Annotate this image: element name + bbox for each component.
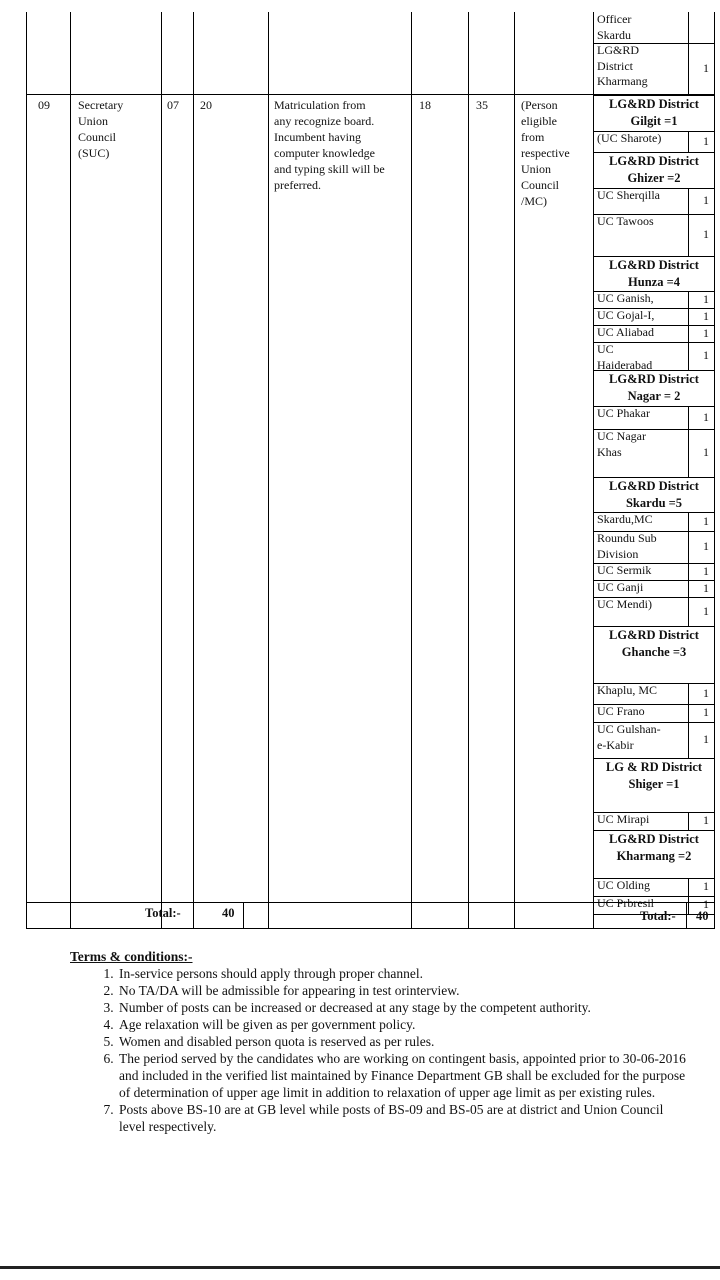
union-council-row bbox=[593, 563, 715, 580]
union-council-row bbox=[593, 342, 715, 370]
grid-line bbox=[593, 12, 594, 928]
grid-line bbox=[593, 563, 715, 564]
bps-value: 07 bbox=[167, 98, 179, 112]
union-council-count: 1 bbox=[703, 61, 709, 75]
grid-line bbox=[688, 878, 689, 896]
district-heading bbox=[593, 152, 715, 188]
grid-line bbox=[688, 188, 689, 214]
grid-line bbox=[688, 342, 689, 370]
grid-line bbox=[161, 12, 162, 928]
grid-line bbox=[593, 131, 715, 132]
district-heading-text: LG&RD District Ghanche =3 bbox=[609, 628, 699, 659]
union-council-row bbox=[593, 12, 715, 43]
union-council-name: (UC Sharote) bbox=[597, 131, 662, 145]
union-council-count: 1 bbox=[703, 133, 709, 148]
district-heading-text: LG&RD District Ghizer =2 bbox=[609, 154, 699, 185]
union-council-name: UC Sermik bbox=[597, 563, 652, 577]
grid-line bbox=[688, 214, 689, 256]
page-bottom-rule bbox=[0, 1266, 720, 1269]
union-council-row bbox=[593, 188, 715, 214]
grid-line bbox=[593, 830, 715, 831]
union-council-row bbox=[593, 291, 715, 308]
grid-line bbox=[688, 580, 689, 597]
grid-line bbox=[26, 902, 715, 903]
grid-line bbox=[688, 325, 689, 342]
union-council-name: UC Nagar Khas bbox=[597, 429, 646, 459]
grid-line bbox=[714, 12, 715, 928]
union-council-row bbox=[593, 531, 715, 563]
district-heading-text: LG & RD District Shiger =1 bbox=[605, 760, 703, 791]
terms-title: Terms & conditions:- bbox=[70, 949, 193, 964]
union-council-name: LG&RD District Kharmang bbox=[597, 43, 648, 88]
union-council-count: 1 bbox=[703, 445, 709, 459]
union-council-name: UC Ganji bbox=[597, 580, 644, 594]
grid-line bbox=[688, 812, 689, 830]
domicile-text: (Person eligible from respective Union Council /MC) bbox=[521, 98, 570, 208]
union-council-count: 1 bbox=[703, 897, 709, 911]
union-council-name: UC Ganish, bbox=[597, 291, 654, 305]
union-council-row bbox=[593, 878, 715, 896]
district-heading bbox=[593, 830, 715, 878]
union-council-name: UC Prbresil bbox=[597, 896, 654, 910]
terms-item: 2. No TA/DA will be admissible for appearing in test orinterview. bbox=[117, 982, 690, 999]
terms-item: 6. The period served by the candidates who are working on contingent basis, appointed prior to 30-06-2016 and included in the verified list maintained by Finance Department GB shall be excluded for the purpose of determination of upper age limit in addition to relaxation of upper age limit as per existing rules. bbox=[117, 1050, 690, 1101]
district-heading bbox=[593, 95, 715, 131]
union-council-count: 1 bbox=[703, 732, 709, 746]
union-council-name: UC Tawoos bbox=[597, 214, 654, 228]
union-council-row bbox=[593, 597, 715, 626]
grid-line bbox=[688, 43, 689, 95]
union-council-row bbox=[593, 722, 715, 758]
grid-line bbox=[593, 477, 715, 478]
grid-line bbox=[593, 512, 715, 513]
district-heading bbox=[593, 256, 715, 291]
union-council-name: Khaplu, MC bbox=[597, 683, 657, 697]
grid-line bbox=[26, 12, 27, 928]
qualification-text: Matriculation from any recognize board. Incumbent having computer knowledge and typing skill will be preferred. bbox=[274, 98, 385, 192]
terms-section bbox=[70, 948, 690, 1135]
grid-line bbox=[593, 256, 715, 257]
grid-line bbox=[193, 12, 194, 928]
grid-line bbox=[688, 597, 689, 626]
grid-line bbox=[193, 902, 194, 928]
union-council-count: 1 bbox=[703, 325, 709, 340]
grid-line bbox=[593, 812, 715, 813]
union-council-count: 1 bbox=[703, 348, 709, 362]
grid-line bbox=[593, 370, 715, 371]
union-council-name: UC Phakar bbox=[597, 406, 650, 420]
grid-line bbox=[593, 683, 715, 684]
union-council-count: 1 bbox=[703, 308, 709, 323]
union-council-count: 1 bbox=[703, 291, 709, 306]
grid-line bbox=[593, 597, 715, 598]
grid-line bbox=[593, 406, 715, 407]
district-heading-text: LG&RD District Nagar = 2 bbox=[609, 372, 699, 403]
grid-line bbox=[243, 902, 244, 928]
union-council-name: UC Sherqilla bbox=[597, 188, 660, 202]
union-council-name: Roundu Sub Division bbox=[597, 531, 657, 561]
union-council-count: 1 bbox=[703, 580, 709, 595]
union-council-name: UC Haiderabad bbox=[597, 342, 653, 372]
union-council-name: UC Gojal-I, bbox=[597, 308, 655, 322]
union-council-row bbox=[593, 43, 715, 95]
union-council-row bbox=[593, 512, 715, 531]
union-council-count: 1 bbox=[703, 879, 709, 893]
union-council-row bbox=[593, 131, 715, 152]
total-label-right: Total:- bbox=[640, 909, 676, 923]
district-heading bbox=[593, 477, 715, 512]
grid-line bbox=[593, 896, 715, 897]
union-council-row bbox=[593, 406, 715, 429]
terms-list bbox=[70, 965, 690, 1135]
union-council-count: 1 bbox=[703, 227, 709, 241]
grid-line bbox=[593, 342, 715, 343]
grid-line bbox=[593, 429, 715, 430]
grid-line bbox=[688, 308, 689, 325]
min-age: 18 bbox=[419, 98, 431, 112]
grid-line bbox=[468, 12, 469, 928]
total-label-left: Total:- bbox=[145, 906, 181, 920]
grid-line bbox=[70, 12, 71, 928]
total-value-right: 40 bbox=[696, 909, 709, 923]
grid-line bbox=[688, 683, 689, 704]
grid-line bbox=[593, 308, 715, 309]
grid-line bbox=[593, 43, 715, 44]
union-council-count: 1 bbox=[703, 685, 709, 700]
terms-item: 4. Age relaxation will be given as per government policy. bbox=[117, 1016, 690, 1033]
posts-count: 20 bbox=[200, 98, 212, 112]
union-council-count: 1 bbox=[703, 193, 709, 207]
district-heading-text: LG&RD District Skardu =5 bbox=[609, 479, 699, 510]
grid-line bbox=[688, 704, 689, 722]
union-council-name: Officer Skardu bbox=[597, 12, 632, 42]
terms-item: 5. Women and disabled person quota is reserved as per rules. bbox=[117, 1033, 690, 1050]
district-heading-text: LG&RD District Gilgit =1 bbox=[609, 97, 699, 128]
grid-line bbox=[593, 704, 715, 705]
grid-line bbox=[593, 152, 715, 153]
grid-line bbox=[593, 95, 715, 96]
grid-line bbox=[593, 580, 715, 581]
union-council-name: UC Gulshan- e-Kabir bbox=[597, 722, 661, 752]
grid-line bbox=[593, 722, 715, 723]
grid-line bbox=[411, 12, 412, 928]
district-heading bbox=[593, 370, 715, 406]
grid-line bbox=[688, 12, 689, 43]
serial-number: 09 bbox=[38, 98, 50, 112]
max-age: 35 bbox=[476, 98, 488, 112]
union-council-row bbox=[593, 429, 715, 477]
union-council-row bbox=[593, 214, 715, 256]
union-council-count: 1 bbox=[703, 563, 709, 578]
union-council-name: UC Aliabad bbox=[597, 325, 654, 339]
grid-line bbox=[688, 512, 689, 531]
terms-item: 1. In-service persons should apply through proper channel. bbox=[117, 965, 690, 982]
grid-line bbox=[593, 325, 715, 326]
union-council-count: 1 bbox=[703, 513, 709, 528]
grid-line bbox=[593, 214, 715, 215]
grid-line bbox=[268, 12, 269, 928]
union-council-row bbox=[593, 580, 715, 597]
grid-line bbox=[593, 291, 715, 292]
union-council-row bbox=[593, 683, 715, 704]
union-council-row bbox=[593, 325, 715, 342]
district-heading bbox=[593, 626, 715, 683]
grid-line bbox=[688, 429, 689, 477]
union-council-name: UC Olding bbox=[597, 878, 651, 892]
union-council-row bbox=[593, 308, 715, 325]
grid-line bbox=[514, 12, 515, 928]
grid-line bbox=[593, 626, 715, 627]
grid-line bbox=[593, 531, 715, 532]
union-council-name: UC Mendi) bbox=[597, 597, 652, 611]
grid-line bbox=[26, 928, 715, 929]
union-council-name: Skardu,MC bbox=[597, 512, 653, 526]
grid-line bbox=[593, 878, 715, 879]
terms-item: 3. Number of posts can be increased or decreased at any stage by the competent authority. bbox=[117, 999, 690, 1016]
union-council-name: UC Frano bbox=[597, 704, 645, 718]
post-name: Secretary Union Council (SUC) bbox=[78, 98, 124, 160]
union-council-count: 1 bbox=[703, 539, 709, 553]
grid-line bbox=[593, 758, 715, 759]
grid-line bbox=[688, 406, 689, 429]
union-council-row bbox=[593, 704, 715, 722]
district-heading-text: LG&RD District Hunza =4 bbox=[609, 258, 699, 289]
union-council-count: 1 bbox=[703, 603, 709, 618]
union-council-row bbox=[593, 812, 715, 830]
grid-line bbox=[688, 896, 689, 914]
grid-line bbox=[688, 131, 689, 152]
total-value-left: 40 bbox=[222, 906, 235, 920]
grid-line bbox=[688, 563, 689, 580]
grid-line bbox=[593, 188, 715, 189]
union-council-count: 1 bbox=[703, 409, 709, 424]
union-council-name: UC Mirapi bbox=[597, 812, 650, 826]
grid-line bbox=[686, 902, 687, 928]
union-council-count: 1 bbox=[703, 705, 709, 719]
union-council-count: 1 bbox=[703, 813, 709, 827]
grid-line bbox=[688, 291, 689, 308]
district-heading bbox=[593, 758, 715, 812]
grid-line bbox=[688, 531, 689, 563]
terms-item: 7. Posts above BS-10 are at GB level while posts of BS-09 and BS-05 are at district and Union Council level respectively. bbox=[117, 1101, 690, 1135]
grid-line bbox=[688, 722, 689, 758]
district-heading-text: LG&RD District Kharmang =2 bbox=[609, 832, 699, 863]
